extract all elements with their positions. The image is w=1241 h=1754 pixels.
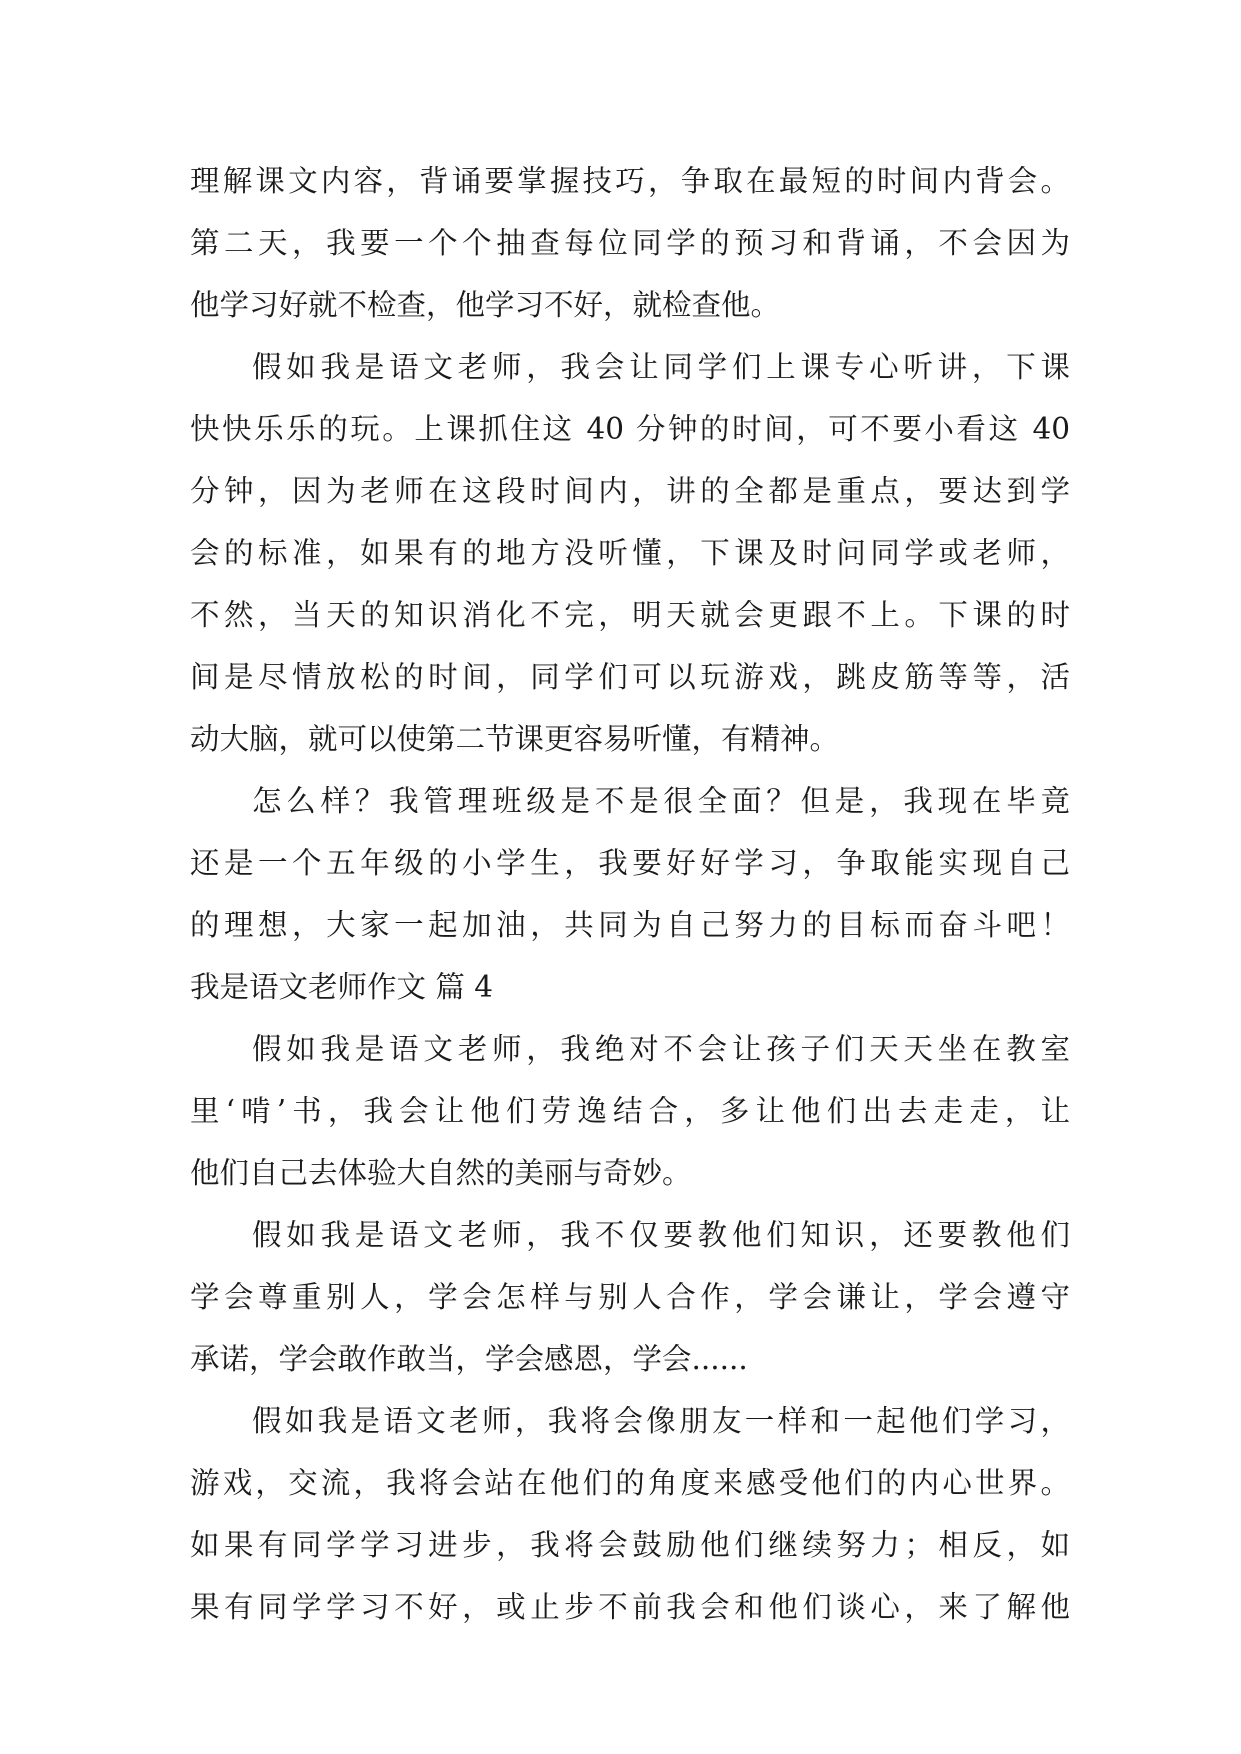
text-line: 他学习好就不检查，他学习不好，就检查他。: [190, 288, 781, 322]
text-line: 果有同学学习不好，或止步不前我会和他们谈心，来了解他: [190, 1590, 1070, 1624]
text-line: 动大脑，就可以使第二节课更容易听懂，有精神。: [190, 722, 840, 756]
text-line: 还是一个五年级的小学生，我要好好学习，争取能实现自己: [190, 846, 1070, 880]
text-line: 间是尽情放松的时间，同学们可以玩游戏，跳皮筋等等，活: [190, 660, 1070, 694]
paragraph-first-line: 假如我是语文老师，我将会像朋友一样和一起他们学习，: [252, 1404, 1070, 1438]
section-heading: 我是语文老师作文 篇 4: [190, 970, 494, 1004]
text-line: 游戏，交流，我将会站在他们的角度来感受他们的内心世界。: [190, 1466, 1070, 1500]
paragraph-first-line: 假如我是语文老师，我不仅要教他们知识，还要教他们: [252, 1218, 1070, 1252]
text-line: 理解课文内容，背诵要掌握技巧，争取在最短的时间内背会。: [190, 164, 1070, 198]
paragraph-first-line: 怎么样？我管理班级是不是很全面？但是，我现在毕竟: [252, 784, 1070, 818]
text-line: 会的标准，如果有的地方没听懂，下课及时问同学或老师，: [190, 536, 1070, 570]
text-line: 快快乐乐的玩。上课抓住这 40 分钟的时间，可不要小看这 40: [190, 412, 1070, 446]
text-line: 不然，当天的知识消化不完，明天就会更跟不上。下课的时: [190, 598, 1070, 632]
text-line: 学会尊重别人，学会怎样与别人合作，学会谦让，学会遵守: [190, 1280, 1070, 1314]
text-line: 的理想，大家一起加油，共同为自己努力的目标而奋斗吧！: [190, 908, 1070, 942]
text-line: 分钟，因为老师在这段时间内，讲的全都是重点，要达到学: [190, 474, 1070, 508]
paragraph-first-line: 假如我是语文老师，我绝对不会让孩子们天天坐在教室: [252, 1032, 1070, 1066]
text-line: 里‘啃’书，我会让他们劳逸结合，多让他们出去走走，让: [190, 1094, 1070, 1128]
text-line: 承诺，学会敢作敢当，学会感恩，学会......: [190, 1342, 748, 1376]
text-line: 他们自己去体验大自然的美丽与奇妙。: [190, 1156, 692, 1190]
paragraph-first-line: 假如我是语文老师，我会让同学们上课专心听讲，下课: [252, 350, 1070, 384]
text-line: 第二天，我要一个个抽查每位同学的预习和背诵，不会因为: [190, 226, 1070, 260]
document-body: [190, 150, 1070, 1638]
text-line: 如果有同学学习进步，我将会鼓励他们继续努力；相反，如: [190, 1528, 1070, 1562]
